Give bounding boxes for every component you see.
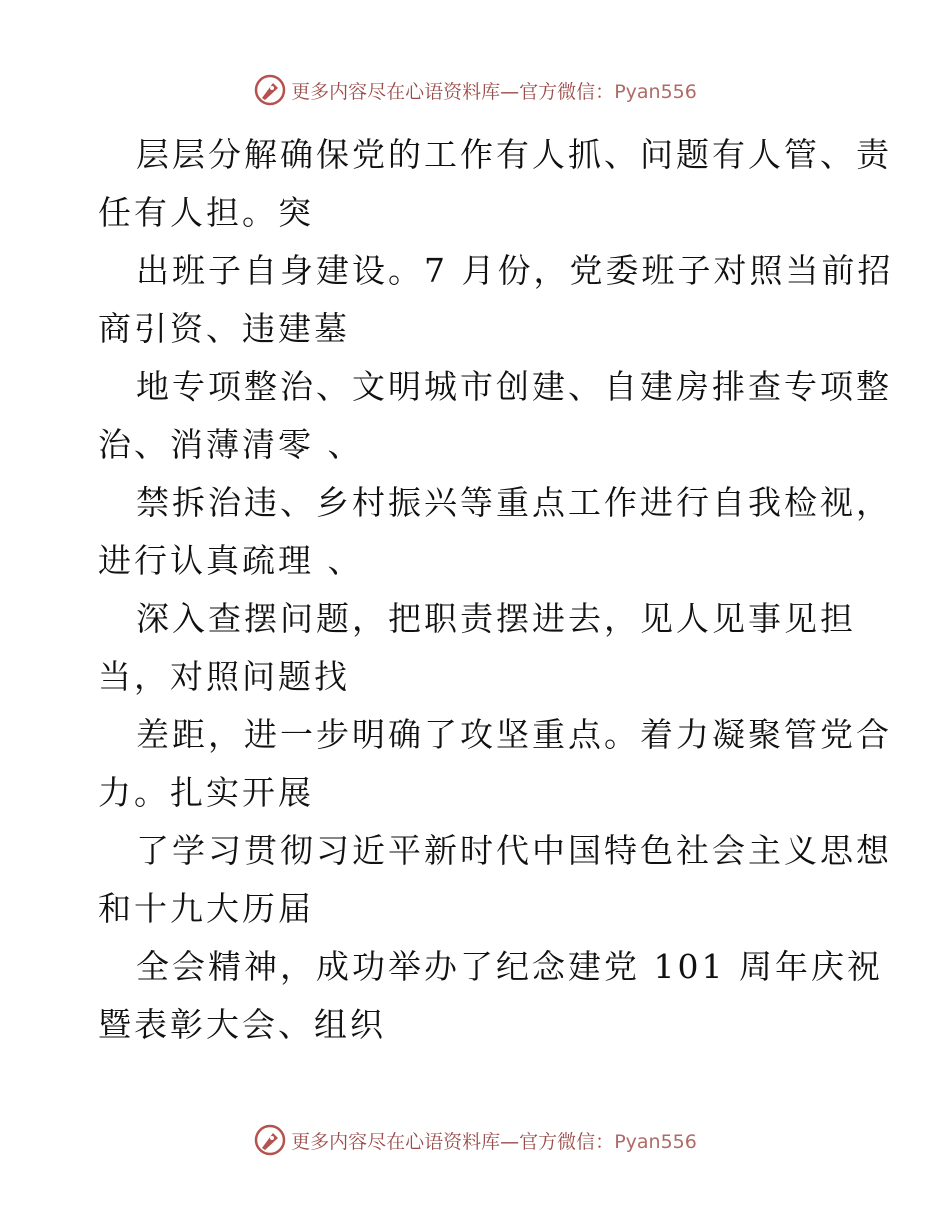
header-watermark [0, 70, 950, 110]
body-line: 暨表彰大会、组织 [98, 1005, 386, 1044]
header-separator: — [500, 80, 520, 103]
footer-contact-id: Pyan556 [614, 1130, 697, 1153]
body-line: 进行认真疏理 、 [98, 541, 364, 580]
footer-watermark [0, 1120, 950, 1160]
body-line: 了学习贯彻习近平新时代中国特色社会主义思想 [136, 831, 892, 870]
body-line: 禁拆治违、乡村振兴等重点工作进行自我检视， [136, 483, 892, 522]
body-line: 差距，进一步明确了攻坚重点。着力凝聚管党合 [136, 715, 892, 754]
footer-separator: — [500, 1130, 520, 1153]
document-body [98, 126, 894, 1054]
body-line: 任有人担。突 [98, 193, 314, 232]
body-line: 层层分解确保党的工作有人抓、问题有人管、责 [136, 135, 892, 174]
body-line: 全会精神，成功举办了纪念建党 101 周年庆祝 [136, 947, 883, 986]
body-line: 商引资、违建墓 [98, 309, 350, 348]
footer-brand-text: 更多内容尽在心语资料库 [291, 1130, 501, 1153]
header-contact-id: Pyan556 [614, 80, 697, 103]
body-line: 力。扎实开展 [98, 773, 314, 812]
body-line: 深入查摆问题，把职责摆进去，见人见事见担 [136, 599, 856, 638]
footer-watermark-text [291, 1127, 697, 1154]
header-contact-label: 官方微信： [519, 80, 615, 103]
body-line: 治、消薄清零 、 [98, 425, 364, 464]
pen-nib-logo-icon [253, 1123, 287, 1157]
body-line: 地专项整治、文明城市创建、自建房排查专项整 [136, 367, 892, 406]
body-line: 当，对照问题找 [98, 657, 350, 696]
body-line: 出班子自身建设。7 月份，党委班子对照当前招 [136, 251, 894, 290]
header-watermark-text [291, 77, 697, 104]
body-line: 和十九大历届 [98, 889, 314, 928]
footer-contact-label: 官方微信： [519, 1130, 615, 1153]
header-brand-text: 更多内容尽在心语资料库 [291, 80, 501, 103]
pen-nib-logo-icon [253, 73, 287, 107]
